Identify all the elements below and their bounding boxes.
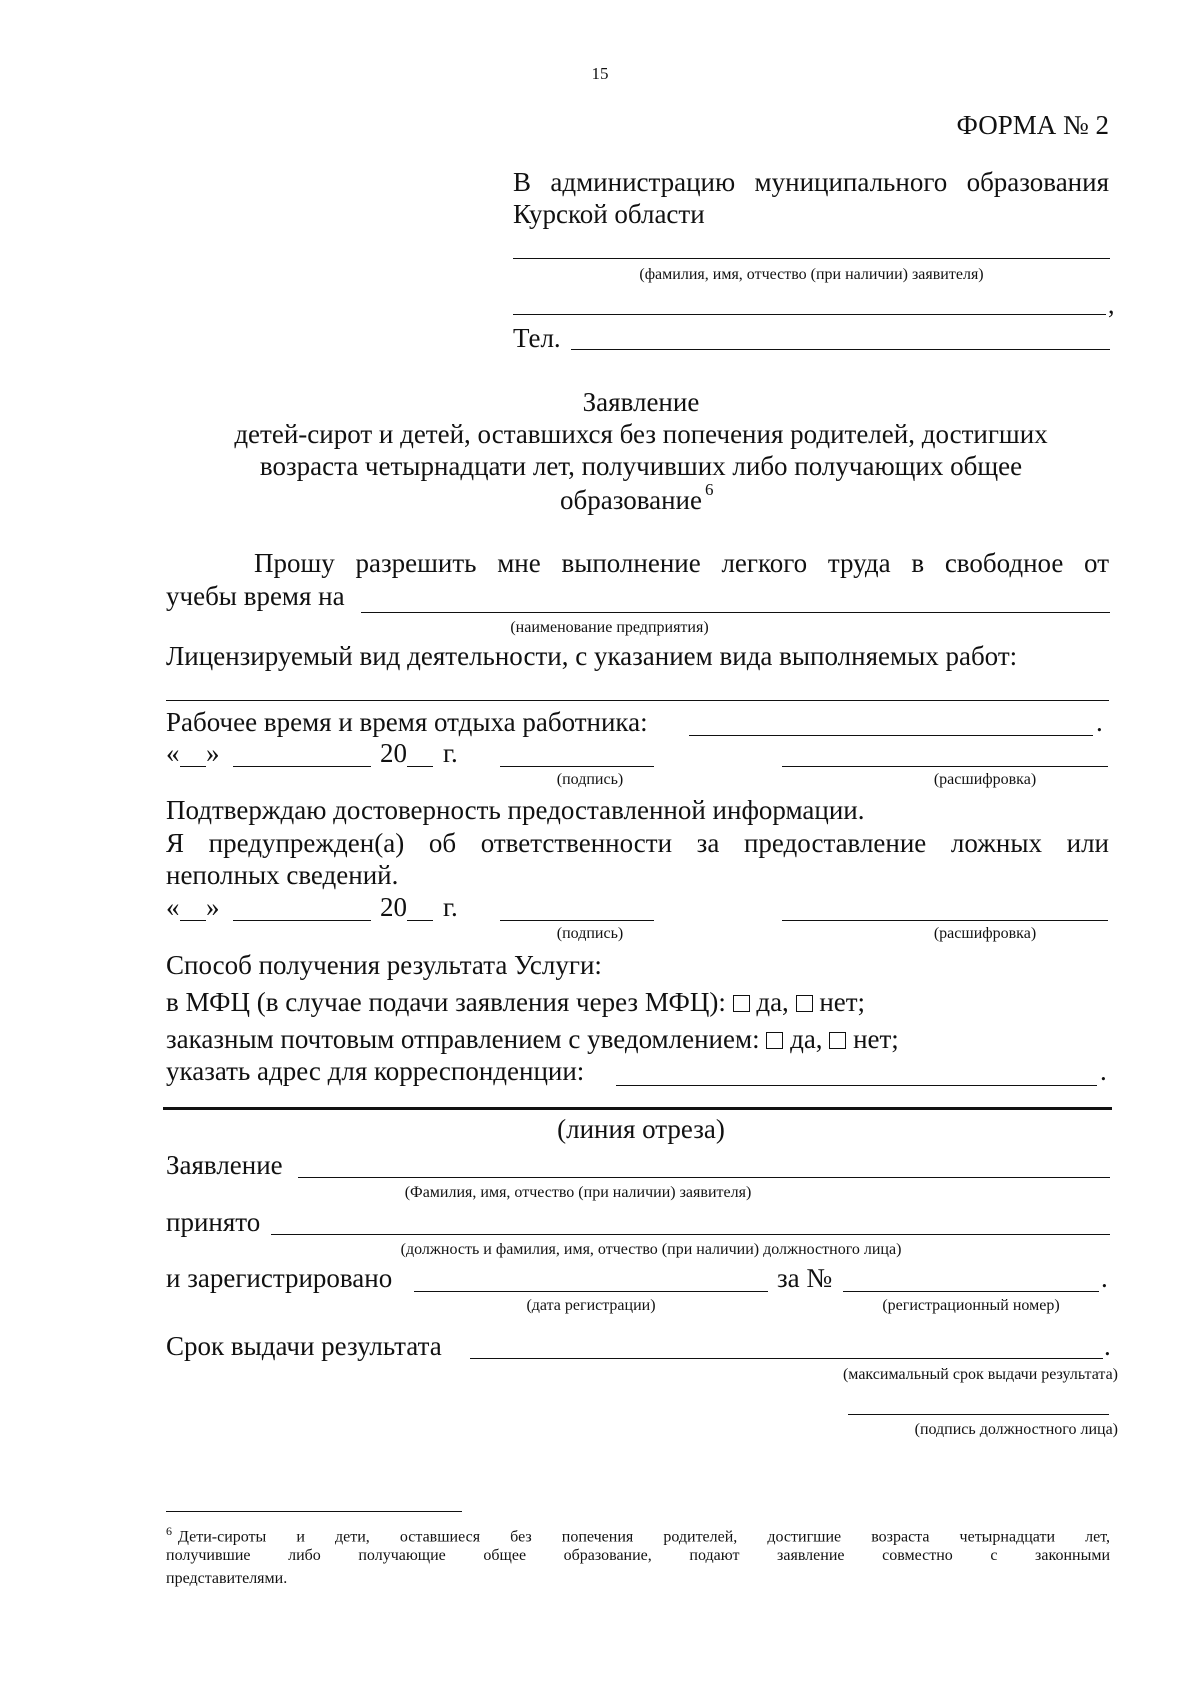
mail-option-label: заказным почтовым отправлением с уведомлением: bbox=[166, 1024, 760, 1054]
activity-field[interactable] bbox=[166, 700, 1109, 701]
mail-yes-label: да, bbox=[790, 1024, 823, 1054]
date-open-quote-2: « bbox=[166, 892, 180, 922]
date-close-quote-1: » bbox=[206, 738, 220, 768]
date-open-quote-1: « bbox=[166, 738, 180, 768]
signature-field-1[interactable] bbox=[500, 766, 654, 767]
mfc-option-label: в МФЦ (в случае подачи заявления через МФЦ): bbox=[166, 987, 726, 1017]
date-month-field-2[interactable] bbox=[233, 920, 371, 921]
accepted-label: принято bbox=[166, 1207, 261, 1237]
warn-line1: Я предупрежден(а) об ответственности за предоставление ложных или bbox=[166, 828, 1109, 858]
official-signature-field[interactable] bbox=[848, 1414, 1109, 1415]
addressee-line1: В администрацию муниципального образования bbox=[513, 167, 1109, 197]
title-footnote-mark: 6 bbox=[705, 480, 714, 499]
registration-date-field[interactable] bbox=[414, 1291, 768, 1292]
mail-no-label: нет; bbox=[853, 1024, 899, 1054]
accepted-official-field[interactable] bbox=[271, 1234, 1110, 1235]
signature-field-2[interactable] bbox=[500, 920, 654, 921]
form-label: ФОРМА № 2 bbox=[956, 110, 1109, 140]
footnote-separator bbox=[166, 1511, 462, 1512]
title-line1: Заявление bbox=[582, 387, 700, 417]
registered-label: и зарегистрировано bbox=[166, 1263, 393, 1293]
signature-caption-2: (подпись) bbox=[556, 925, 624, 942]
deadline-label: Срок выдачи результата bbox=[166, 1331, 442, 1361]
date-day-field-2[interactable] bbox=[180, 920, 206, 921]
decode-caption-2: (расшифровка) bbox=[933, 925, 1037, 942]
title-line4-text: образование bbox=[560, 485, 702, 515]
cut-line-label: (линия отреза) bbox=[557, 1114, 725, 1144]
title-line4 bbox=[560, 480, 714, 516]
method-label: Способ получения результата Услуги: bbox=[166, 950, 602, 980]
tel-label: Тел. bbox=[513, 323, 561, 353]
address-period: . bbox=[1100, 1056, 1107, 1086]
applicant-name-line[interactable] bbox=[513, 258, 1110, 259]
receipt-applicant-caption: (Фамилия, имя, отчество (при наличии) заявителя) bbox=[404, 1184, 752, 1201]
addressee-line2: Курской области bbox=[513, 199, 705, 229]
footnote-line3: представителями. bbox=[166, 1570, 288, 1587]
warn-line2: неполных сведений. bbox=[166, 860, 399, 890]
mfc-no-label: нет; bbox=[819, 987, 866, 1017]
tel-field[interactable] bbox=[571, 349, 1110, 350]
deadline-caption: (максимальный срок выдачи результата) bbox=[842, 1366, 1118, 1383]
address-label: указать адрес для корреспонденции: bbox=[166, 1056, 585, 1086]
deadline-period: . bbox=[1104, 1331, 1111, 1361]
mfc-option-row bbox=[166, 987, 865, 1018]
mail-yes-checkbox[interactable] bbox=[766, 1032, 783, 1049]
deadline-field[interactable] bbox=[470, 1358, 1103, 1359]
address-comma: , bbox=[1108, 290, 1115, 319]
address-field[interactable] bbox=[616, 1085, 1097, 1086]
year-prefix-1: 20 bbox=[380, 738, 407, 768]
date-month-field-1[interactable] bbox=[233, 766, 371, 767]
footnote-mark: 6 bbox=[166, 1524, 172, 1538]
decode-field-1[interactable] bbox=[782, 766, 1108, 767]
registration-period: . bbox=[1101, 1263, 1108, 1293]
title-line3: возраста четырнадцати лет, получивших либо получающих общее bbox=[259, 451, 1023, 481]
receipt-statement-label: Заявление bbox=[166, 1150, 283, 1180]
title-line2: детей-сирот и детей, оставшихся без попечения родителей, достигших bbox=[234, 419, 1048, 449]
decode-caption-1: (расшифровка) bbox=[933, 771, 1037, 788]
worktime-field[interactable] bbox=[689, 735, 1093, 736]
date-year-field-1[interactable] bbox=[407, 766, 433, 767]
enterprise-field[interactable] bbox=[361, 612, 1110, 613]
mfc-yes-label: да, bbox=[756, 987, 789, 1017]
request-line1: Прошу разрешить мне выполнение легкого труда в свободное от bbox=[254, 548, 1109, 578]
footnote-line2: получившие либо получающие общее образование, подают заявление совместно с законными bbox=[166, 1547, 1110, 1564]
cut-line bbox=[163, 1107, 1112, 1110]
activity-label: Лицензируемый вид деятельности, с указанием вида выполняемых работ: bbox=[166, 641, 1018, 671]
date-year-field-2[interactable] bbox=[407, 920, 433, 921]
year-suffix-2: г. bbox=[443, 892, 458, 922]
footnote-line1-text: Дети-сироты и дети, оставшиеся без попечения родителей, достигшие возраста четырнадцати лет, bbox=[178, 1528, 1110, 1546]
footnote-line1 bbox=[166, 1524, 1110, 1546]
year-prefix-2: 20 bbox=[380, 892, 407, 922]
mfc-no-checkbox[interactable] bbox=[796, 995, 813, 1012]
request-line2: учебы время на bbox=[166, 581, 345, 611]
mail-no-checkbox[interactable] bbox=[829, 1032, 846, 1049]
worktime-label: Рабочее время и время отдыха работника: bbox=[166, 707, 648, 737]
date-close-quote-2: » bbox=[206, 892, 220, 922]
mail-option-row bbox=[166, 1024, 899, 1055]
registration-number-field[interactable] bbox=[843, 1291, 1099, 1292]
registration-date-caption: (дата регистрации) bbox=[526, 1297, 656, 1314]
applicant-address-line[interactable] bbox=[513, 314, 1106, 315]
applicant-name-caption: (фамилия, имя, отчество (при наличии) заявителя) bbox=[639, 266, 984, 283]
page-number: 15 bbox=[591, 64, 609, 83]
number-label: за № bbox=[777, 1263, 833, 1293]
registration-number-caption: (регистрационный номер) bbox=[882, 1297, 1060, 1314]
signature-caption-1: (подпись) bbox=[556, 771, 624, 788]
date-day-field-1[interactable] bbox=[180, 766, 206, 767]
worktime-period: . bbox=[1096, 707, 1103, 737]
confirm-text: Подтверждаю достоверность предоставленной информации. bbox=[166, 795, 865, 825]
mfc-yes-checkbox[interactable] bbox=[733, 995, 750, 1012]
official-signature-caption: (подпись должностного лица) bbox=[914, 1421, 1118, 1438]
enterprise-caption: (наименование предприятия) bbox=[510, 619, 709, 636]
receipt-applicant-field[interactable] bbox=[298, 1177, 1110, 1178]
year-suffix-1: г. bbox=[443, 738, 458, 768]
decode-field-2[interactable] bbox=[782, 920, 1108, 921]
accepted-caption: (должность и фамилия, имя, отчество (при наличии) должностного лица) bbox=[400, 1241, 902, 1258]
